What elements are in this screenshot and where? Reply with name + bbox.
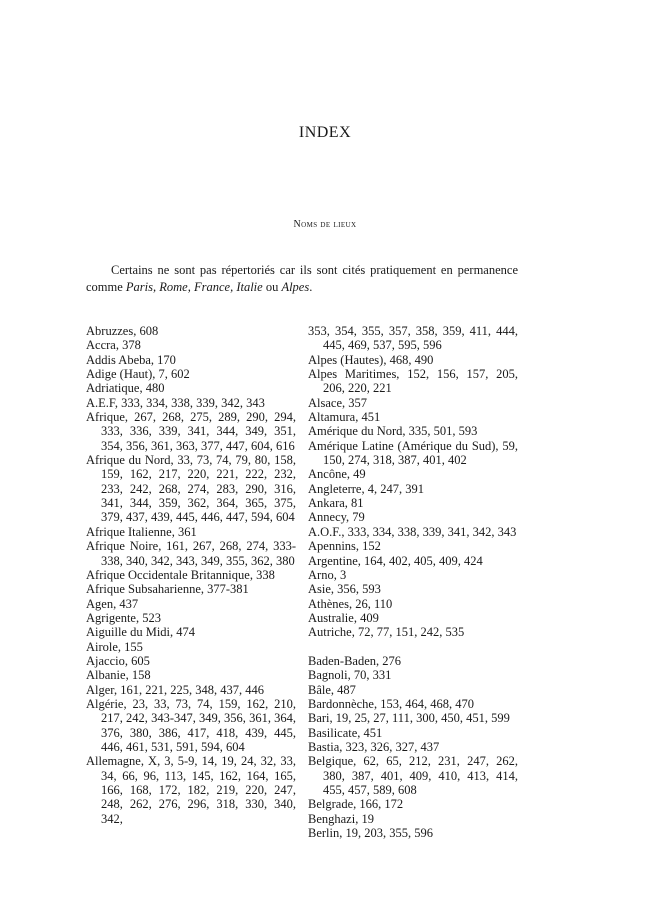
index-entry: Ajaccio, 605 [86,653,150,668]
index-entry: Algérie, 23, 33, 73, 74, 159, 162, 210, 217, 242, 343-347, 349, 356, 361, 364, 376, 380, 386, 417, 418, 439, 445, 446, 461, 531, 591, 594, 604 [86,696,296,754]
index-entry: Airole, 155 [86,639,143,654]
index-entry: Alger, 161, 221, 225, 348, 437, 446 [86,682,264,697]
index-entry: Afrique du Nord, 33, 73, 74, 79, 80, 158, 159, 162, 217, 220, 221, 222, 232, 233, 242, 268, 274, 283, 290, 316, 341, 344, 359, 362, 364, 365, 375, 379, 437, 439, 445, 446, 447, 594, 604 [86,453,296,525]
index-entry: A.O.F., 333, 334, 338, 339, 341, 342, 343 [308,524,517,539]
index-entry: Argentine, 164, 402, 405, 409, 424 [308,553,483,568]
index-entry: Berlin, 19, 203, 355, 596 [308,826,433,841]
index-entry: Baden-Baden, 276 [308,653,402,668]
index-entry: Amérique du Nord, 335, 501, 593 [308,424,478,439]
index-entry: Asie, 356, 593 [308,582,381,597]
index-entry: Afrique Subsaharienne, 377-381 [86,582,249,597]
letter-group-gap [308,640,518,654]
index-entry: Agrigente, 523 [86,610,161,625]
index-entry: Agen, 437 [86,596,139,611]
intro-italic-places: Paris, Rome, France, Italie [125,280,263,294]
index-entry: Bastia, 323, 326, 327, 437 [308,739,440,754]
index-entry: Afrique Occidentale Britannique, 338 [86,567,275,582]
index-entry: Allemagne, X, 3, 5-9, 14, 19, 24, 32, 33, 34, 66, 96, 113, 145, 162, 164, 165, 166, 168, 172, 182, 219, 220, 247, 248, 262, 276, 296, 318, 330, 340, 342, [86,754,296,826]
intro-text: Certains ne sont pas répertoriés car ils sont cités pratiquement en permanence comme [86,263,518,294]
index-entry: Aiguille du Midi, 474 [86,625,196,640]
index-entry: Adriatique, 480 [86,381,165,396]
index-entry: Ankara, 81 [308,496,364,511]
index-entry: Addis Abeba, 170 [86,352,176,367]
index-entry: Basilicate, 451 [308,725,383,740]
index-column-right [308,324,518,840]
index-entry: Bâle, 487 [308,682,356,697]
index-entry: Altamura, 451 [308,410,381,425]
index-entry: Afrique, 267, 268, 275, 289, 290, 294, 333, 336, 339, 341, 344, 349, 351, 354, 356, 361, 363, 377, 447, 604, 616 [86,410,296,453]
index-entry: Athènes, 26, 110 [308,596,393,611]
index-entry: Albanie, 158 [86,668,151,683]
index-entry: Afrique Noire, 161, 267, 268, 274, 333-338, 340, 342, 343, 349, 355, 362, 380 [86,539,296,568]
index-entry: Apennins, 152 [308,539,381,554]
index-entry: Alsace, 357 [308,395,368,410]
index-entry: Angleterre, 4, 247, 391 [308,481,424,496]
index-group-b [308,654,518,840]
index-entry: Abruzzes, 608 [86,324,159,338]
index-group-a [308,324,518,640]
intro-end: . [309,280,313,294]
index-entry: Australie, 409 [308,610,379,625]
index-entry: Alpes (Hautes), 468, 490 [308,352,434,367]
index-entry: Bagnoli, 70, 331 [308,668,392,683]
index-entry: Belgique, 62, 65, 212, 231, 247, 262, 380, 387, 401, 409, 410, 413, 414, 455, 457, 589, 608 [308,754,518,797]
index-entry: Benghazi, 19 [308,811,374,826]
index-entry: Accra, 378 [86,338,141,353]
index-entry: Alpes Maritimes, 152, 156, 157, 205, 206, 220, 221 [308,367,518,396]
intro-paragraph [86,262,518,296]
index-entry: Arno, 3 [308,567,347,582]
page-title: INDEX [298,124,352,141]
index-entry: Adige (Haut), 7, 602 [86,367,190,382]
index-entry: Bardonnèche, 153, 464, 468, 470 [308,696,474,711]
index-entry: Autriche, 72, 77, 151, 242, 535 [308,625,465,640]
index-entry: Afrique Italienne, 361 [86,524,197,539]
index-entry: Ancône, 49 [308,467,366,482]
index-entry: Belgrade, 166, 172 [308,797,404,812]
index-entry: A.E.F, 333, 334, 338, 339, 342, 343 [86,395,265,410]
intro-italic-alpes: Alpes [281,280,310,294]
index-entry: 353, 354, 355, 357, 358, 359, 411, 444, 445, 469, 537, 595, 596 [308,324,518,353]
intro-connector: ou [262,280,282,294]
index-entry: Amérique Latine (Amérique du Sud), 59, 150, 274, 318, 387, 401, 402 [308,438,518,468]
index-entry: Bari, 19, 25, 27, 111, 300, 450, 451, 599 [308,711,510,726]
index-column-left [86,324,296,826]
index-entry: Annecy, 79 [308,510,365,525]
section-title: Noms de lieux [293,219,357,230]
